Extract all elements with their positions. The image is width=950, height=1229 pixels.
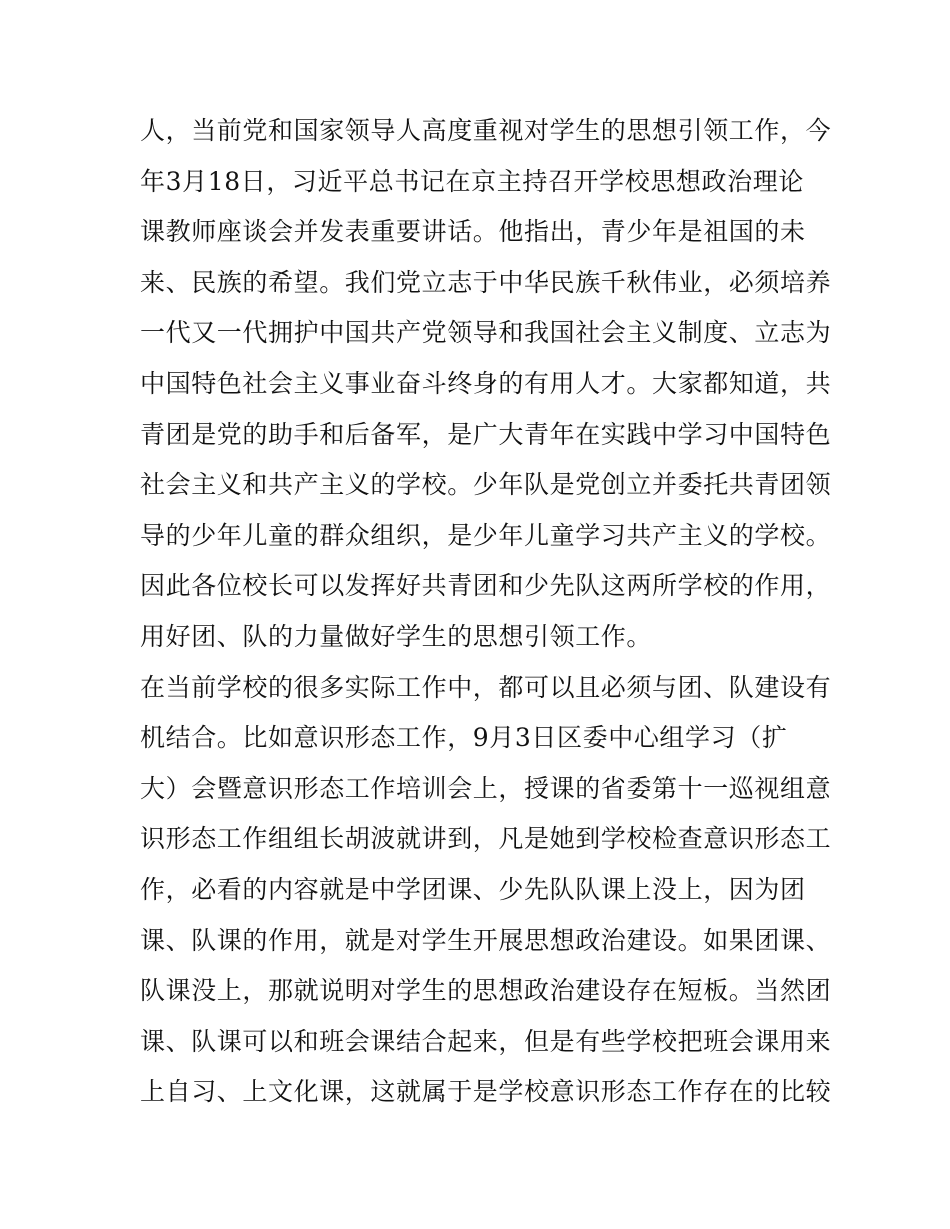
text-line: 因此各位校长可以发挥好共青团和少先队这两所学校的作用， [140, 571, 832, 601]
document-body [140, 106, 832, 1118]
text-line: 人，当前党和国家领导人高度重视对学生的思想引领工作，今 [140, 116, 832, 145]
text-line: 课、队课的作用，就是对学生开展思想政治建设。如果团课、 [140, 925, 832, 955]
paragraph-1 [140, 106, 832, 663]
text-line: 青团是党的助手和后备军，是广大青年在实践中学习中国特色 [140, 419, 832, 449]
text-line: 来、民族的希望。我们党立志于中华民族千秋伟业，必须培养 [140, 267, 832, 297]
text-line: 上自习、上文化课，这就属于是学校意识形态工作存在的比较 [140, 1077, 832, 1107]
text-line: 课教师座谈会并发表重要讲话。他指出，青少年是祖国的未 [140, 217, 806, 247]
text-line: 机结合。比如意识形态工作，9月3日区委中心组学习（扩 [140, 723, 788, 753]
text-line: 用好团、队的力量做好学生的思想引领工作。 [140, 621, 653, 651]
text-line: 课、队课可以和班会课结合起来，但是有些学校把班会课用来 [140, 1026, 832, 1056]
text-line: 年3月18日，习近平总书记在京主持召开学校思想政治理论 [140, 166, 804, 196]
text-line: 识形态工作组组长胡波就讲到，凡是她到学校检查意识形态工 [140, 824, 832, 854]
text-line: 大）会暨意识形态工作培训会上，授课的省委第十一巡视组意 [140, 773, 832, 803]
text-line: 队课没上，那就说明对学生的思想政治建设存在短板。当然团 [140, 976, 832, 1006]
text-line: 社会主义和共产主义的学校。少年队是党创立并委托共青团领 [140, 470, 832, 500]
text-line: 中国特色社会主义事业奋斗终身的有用人才。大家都知道，共 [140, 368, 832, 398]
text-line: 导的少年儿童的群众组织，是少年儿童学习共产主义的学校。 [140, 520, 832, 550]
text-line: 一代又一代拥护中国共产党领导和我国社会主义制度、立志为 [140, 318, 832, 348]
text-line: 作，必看的内容就是中学团课、少先队队课上没上，因为团 [140, 874, 806, 904]
text-line: 在当前学校的很多实际工作中，都可以且必须与团、队建设有 [140, 672, 832, 702]
paragraph-2 [140, 663, 832, 1118]
